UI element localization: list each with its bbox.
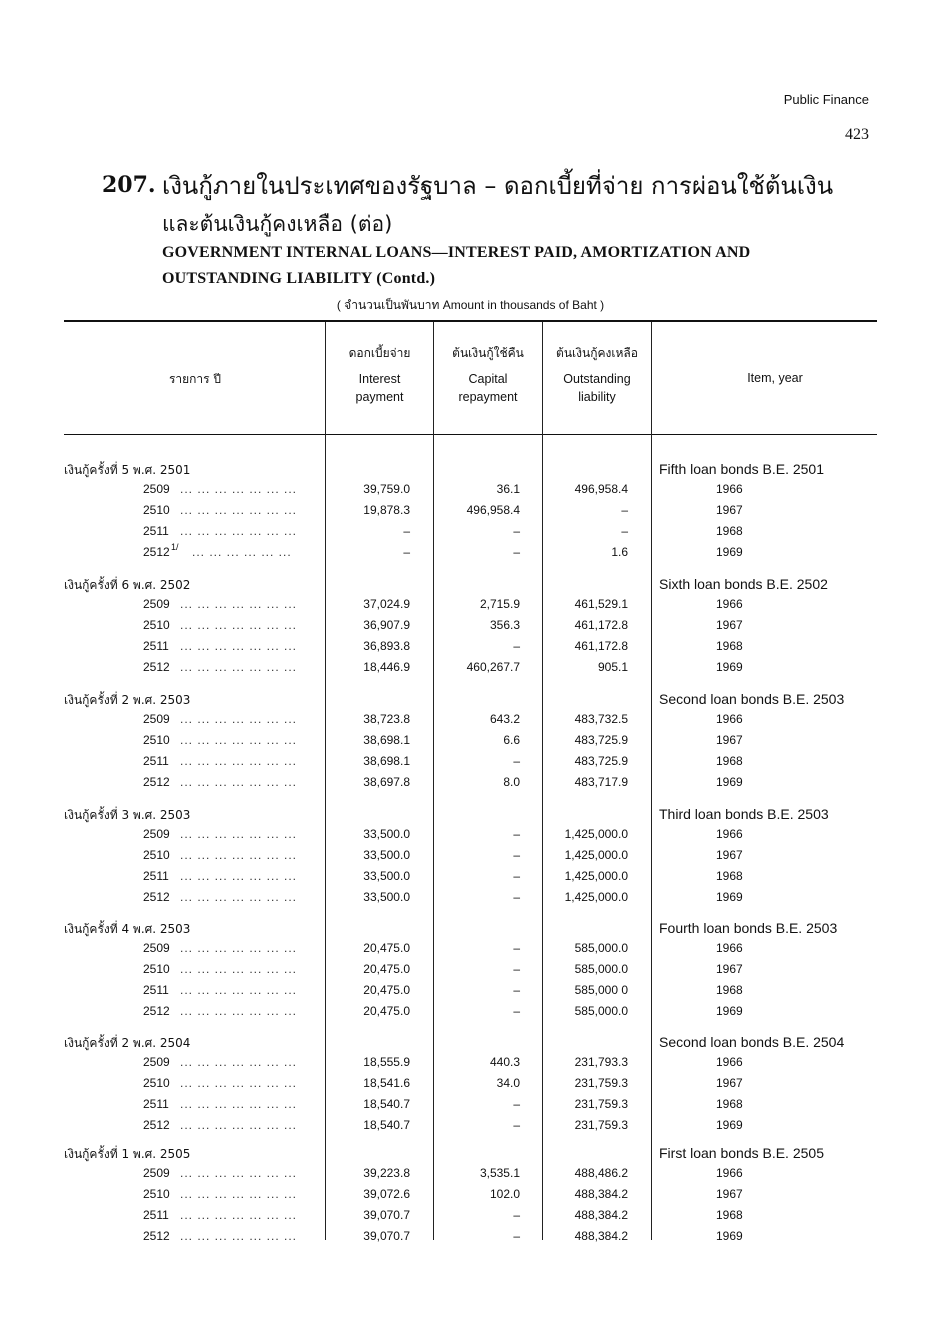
group-label-english: Second loan bonds B.E. 2503 [659, 691, 845, 707]
table-row [0, 660, 941, 681]
year-english-cell: 1968 [716, 754, 743, 768]
table-row [0, 712, 941, 733]
year-english-cell: 1968 [716, 983, 743, 997]
interest-cell: 37,024.9 [363, 597, 410, 611]
table-row [0, 983, 941, 1004]
leader-dots: ... ... ... ... ... ... [192, 545, 292, 559]
capital-cell: 6.6 [503, 733, 520, 747]
year-thai-cell: 2510 [143, 1187, 170, 1201]
year-english-cell: 1969 [716, 1118, 743, 1132]
year-english-cell: 1967 [716, 1187, 743, 1201]
outstanding-cell: 488,486.2 [574, 1166, 628, 1180]
interest-cell: 39,072.6 [363, 1187, 410, 1201]
leader-dots: ... ... ... ... ... ... ... [180, 890, 298, 904]
capital-cell: – [513, 1004, 520, 1018]
column-header-item-thai: รายการ ปี [168, 372, 222, 386]
interest-cell: 33,500.0 [363, 890, 410, 904]
outstanding-cell: 585,000.0 [574, 962, 628, 976]
year-thai-cell: 2511 [143, 754, 169, 768]
year-english-cell: 1968 [716, 1097, 743, 1111]
group-header-row [0, 461, 941, 482]
capital-cell: – [513, 827, 520, 841]
column-header-capital-thai: ต้นเงินกู้ใช้คืน [452, 346, 524, 360]
year-english-cell: 1966 [716, 1055, 743, 1069]
table-row [0, 618, 941, 639]
year-thai-cell: 2509 [143, 1055, 170, 1069]
leader-dots: ... ... ... ... ... ... ... [180, 941, 298, 955]
column-header-capital-en-1: Capital [468, 372, 508, 386]
group-label-thai: เงินกู้ครั้งที่ 4 พ.ศ. 2503 [64, 922, 191, 936]
table-row [0, 1004, 941, 1025]
year-thai-cell: 2510 [143, 962, 170, 976]
interest-cell: 33,500.0 [363, 827, 410, 841]
leader-dots: ... ... ... ... ... ... ... [180, 848, 298, 862]
capital-cell: 3,535.1 [479, 1166, 520, 1180]
interest-cell: 19,878.3 [363, 503, 410, 517]
group-header-row [0, 806, 941, 827]
outstanding-cell: 905.1 [597, 660, 628, 674]
interest-cell: 38,698.1 [363, 754, 410, 768]
year-thai-cell: 2512 [143, 545, 170, 559]
group-label-english: Sixth loan bonds B.E. 2502 [659, 576, 828, 592]
column-header-outstanding-thai: ต้นเงินกู้คงเหลือ [556, 346, 638, 360]
page-number: 423 [845, 126, 869, 143]
capital-cell: – [513, 545, 520, 559]
outstanding-cell: 488,384.2 [574, 1187, 628, 1201]
group-label-english: Fourth loan bonds B.E. 2503 [659, 920, 838, 936]
table-row [0, 848, 941, 869]
year-english-cell: 1969 [716, 890, 743, 904]
year-english-cell: 1966 [716, 597, 743, 611]
year-thai-cell: 2512 [143, 1118, 170, 1132]
year-english-cell: 1968 [716, 869, 743, 883]
year-thai-cell: 2512 [143, 1004, 170, 1018]
table-number: 207. [102, 172, 156, 198]
capital-cell: – [513, 1097, 520, 1111]
interest-cell: 33,500.0 [363, 848, 410, 862]
table-row [0, 1055, 941, 1076]
year-thai-cell: 2510 [143, 733, 170, 747]
year-english-cell: 1966 [716, 827, 743, 841]
outstanding-cell: 1,425,000.0 [564, 869, 628, 883]
leader-dots: ... ... ... ... ... ... ... [180, 1076, 298, 1090]
year-thai-cell: 2512 [143, 890, 170, 904]
leader-dots: ... ... ... ... ... ... ... [180, 482, 298, 496]
year-english-cell: 1968 [716, 1208, 743, 1222]
interest-cell: – [403, 545, 410, 559]
capital-cell: 34.0 [496, 1076, 520, 1090]
capital-cell: 2,715.9 [479, 597, 520, 611]
leader-dots: ... ... ... ... ... ... ... [180, 503, 298, 517]
table-row [0, 542, 941, 566]
year-thai-cell: 2512 [143, 775, 170, 789]
table-row [0, 482, 941, 503]
leader-dots: ... ... ... ... ... ... ... [180, 660, 298, 674]
capital-cell: 496,958.4 [466, 503, 520, 517]
year-english-cell: 1967 [716, 733, 743, 747]
leader-dots: ... ... ... ... ... ... ... [180, 524, 298, 538]
year-thai-cell: 2511 [143, 1208, 169, 1222]
year-thai-cell: 2509 [143, 712, 170, 726]
leader-dots: ... ... ... ... ... ... ... [180, 1118, 298, 1132]
capital-cell: – [513, 962, 520, 976]
year-thai-cell: 2509 [143, 597, 170, 611]
capital-cell: – [513, 890, 520, 904]
capital-cell: 440.3 [489, 1055, 520, 1069]
outstanding-cell: – [621, 503, 628, 517]
group-header-row [0, 1034, 941, 1055]
group-header-row [0, 920, 941, 941]
group-label-thai: เงินกู้ครั้งที่ 6 พ.ศ. 2502 [64, 578, 191, 592]
year-thai-cell: 2512 [143, 660, 170, 674]
table-row [0, 1097, 941, 1118]
year-english-cell: 1966 [716, 941, 743, 955]
outstanding-cell: 1.6 [611, 545, 628, 559]
unit-note: ( จำนวนเป็นพันบาท Amount in thousands of Baht ) [336, 298, 605, 312]
leader-dots: ... ... ... ... ... ... ... [180, 775, 298, 789]
capital-cell: – [513, 848, 520, 862]
leader-dots: ... ... ... ... ... ... ... [180, 983, 298, 997]
interest-cell: 18,446.9 [363, 660, 410, 674]
outstanding-cell: 585,000.0 [574, 1004, 628, 1018]
year-english-cell: 1969 [716, 775, 743, 789]
interest-cell: 39,223.8 [363, 1166, 410, 1180]
year-english-cell: 1969 [716, 660, 743, 674]
leader-dots: ... ... ... ... ... ... ... [180, 1166, 298, 1180]
year-english-cell: 1967 [716, 503, 743, 517]
interest-cell: 20,475.0 [363, 1004, 410, 1018]
running-header: Public Finance [783, 92, 869, 107]
outstanding-cell: 461,172.8 [574, 618, 628, 632]
year-english-cell: 1968 [716, 639, 743, 653]
table-row [0, 524, 941, 545]
year-thai-cell: 2511 [143, 869, 169, 883]
group-header-row [0, 576, 941, 597]
interest-cell: 36,893.8 [363, 639, 410, 653]
table-row [0, 1229, 941, 1250]
table-row [0, 1118, 941, 1139]
group-header-row [0, 691, 941, 712]
leader-dots: ... ... ... ... ... ... ... [180, 1229, 298, 1243]
year-thai-cell: 2512 [143, 1229, 170, 1243]
year-english-cell: 1969 [716, 1229, 743, 1243]
interest-cell: 18,540.7 [363, 1118, 410, 1132]
column-header-outstanding-en-2: liability [578, 390, 616, 404]
leader-dots: ... ... ... ... ... ... ... [180, 1004, 298, 1018]
title-english-line1: GOVERNMENT INTERNAL LOANS—INTEREST PAID, AMORTIZATION AND [162, 244, 751, 261]
table-row [0, 869, 941, 890]
year-thai-cell: 2511 [143, 524, 169, 538]
table-row [0, 639, 941, 660]
title-english-line2: OUTSTANDING LIABILITY (Contd.) [162, 270, 436, 287]
capital-cell: 460,267.7 [466, 660, 520, 674]
outstanding-cell: – [621, 524, 628, 538]
interest-cell: 38,723.8 [363, 712, 410, 726]
capital-cell: – [513, 1208, 520, 1222]
interest-cell: 20,475.0 [363, 941, 410, 955]
capital-cell: – [513, 941, 520, 955]
title-thai-line1: เงินกู้ภายในประเทศของรัฐบาล – ดอกเบี้ยที่จ่าย การผ่อนใช้ต้นเงิน [162, 172, 834, 200]
outstanding-cell: 483,725.9 [574, 754, 628, 768]
outstanding-cell: 1,425,000.0 [564, 890, 628, 904]
year-thai-cell: 2511 [143, 639, 169, 653]
table-row [0, 775, 941, 796]
year-english-cell: 1966 [716, 482, 743, 496]
table-row [0, 1208, 941, 1229]
capital-cell: – [513, 983, 520, 997]
capital-cell: – [513, 524, 520, 538]
year-english-cell: 1966 [716, 1166, 743, 1180]
leader-dots: ... ... ... ... ... ... ... [180, 754, 298, 768]
year-thai-cell: 2511 [143, 1097, 169, 1111]
column-header-capital-en-2: repayment [458, 390, 518, 404]
table-header-rule [64, 434, 877, 435]
year-english-cell: 1967 [716, 962, 743, 976]
year-thai-cell: 2509 [143, 1166, 170, 1180]
outstanding-cell: 231,759.3 [574, 1097, 628, 1111]
column-header-interest [326, 344, 433, 406]
column-header-interest-thai: ดอกเบี้ยจ่าย [348, 346, 411, 360]
group-label-thai: เงินกู้ครั้งที่ 2 พ.ศ. 2503 [64, 693, 191, 707]
column-header-interest-en-1: Interest [358, 372, 401, 386]
capital-cell: 36.1 [496, 482, 520, 496]
year-thai-cell: 2509 [143, 482, 170, 496]
column-header-capital [434, 344, 542, 406]
interest-cell: 39,070.7 [363, 1229, 410, 1243]
outstanding-cell: 585,000 0 [574, 983, 628, 997]
column-header-outstanding-en-1: Outstanding [563, 372, 631, 386]
year-thai-cell: 2509 [143, 941, 170, 955]
leader-dots: ... ... ... ... ... ... ... [180, 827, 298, 841]
outstanding-cell: 488,384.2 [574, 1229, 628, 1243]
outstanding-cell: 1,425,000.0 [564, 827, 628, 841]
outstanding-cell: 483,732.5 [574, 712, 628, 726]
table-row [0, 1166, 941, 1187]
capital-cell: – [513, 869, 520, 883]
group-label-english: Fifth loan bonds B.E. 2501 [659, 461, 824, 477]
year-english-cell: 1967 [716, 848, 743, 862]
year-english-cell: 1969 [716, 1004, 743, 1018]
table-row [0, 733, 941, 754]
year-thai-cell: 2509 [143, 827, 170, 841]
leader-dots: ... ... ... ... ... ... ... [180, 869, 298, 883]
interest-cell: 38,697.8 [363, 775, 410, 789]
interest-cell: 20,475.0 [363, 962, 410, 976]
leader-dots: ... ... ... ... ... ... ... [180, 597, 298, 611]
year-thai-cell: 2510 [143, 618, 170, 632]
table-row [0, 941, 941, 962]
capital-cell: 102.0 [489, 1187, 520, 1201]
outstanding-cell: 1,425,000.0 [564, 848, 628, 862]
table-row [0, 597, 941, 618]
table-row [0, 1076, 941, 1097]
interest-cell: 18,555.9 [363, 1055, 410, 1069]
table-row [0, 827, 941, 848]
capital-cell: – [513, 1118, 520, 1132]
year-thai-cell: 2511 [143, 983, 169, 997]
outstanding-cell: 483,725.9 [574, 733, 628, 747]
interest-cell: 18,540.7 [363, 1097, 410, 1111]
year-english-cell: 1966 [716, 712, 743, 726]
year-thai-cell: 2510 [143, 503, 170, 517]
title-thai-line2: และต้นเงินกู้คงเหลือ (ต่อ) [162, 212, 393, 236]
leader-dots: ... ... ... ... ... ... ... [180, 733, 298, 747]
outstanding-cell: 585,000.0 [574, 941, 628, 955]
capital-cell: – [513, 754, 520, 768]
group-label-english: First loan bonds B.E. 2505 [659, 1145, 824, 1161]
capital-cell: 8.0 [503, 775, 520, 789]
outstanding-cell: 496,958.4 [574, 482, 628, 496]
group-label-thai: เงินกู้ครั้งที่ 5 พ.ศ. 2501 [64, 463, 191, 477]
outstanding-cell: 461,172.8 [574, 639, 628, 653]
leader-dots: ... ... ... ... ... ... ... [180, 1187, 298, 1201]
interest-cell: 36,907.9 [363, 618, 410, 632]
interest-cell: 38,698.1 [363, 733, 410, 747]
group-label-thai: เงินกู้ครั้งที่ 2 พ.ศ. 2504 [64, 1036, 191, 1050]
column-header-outstanding [543, 344, 651, 406]
interest-cell: 20,475.0 [363, 983, 410, 997]
leader-dots: ... ... ... ... ... ... ... [180, 1208, 298, 1222]
leader-dots: ... ... ... ... ... ... ... [180, 618, 298, 632]
interest-cell: – [403, 524, 410, 538]
outstanding-cell: 231,793.3 [574, 1055, 628, 1069]
capital-cell: 356.3 [489, 618, 520, 632]
year-thai-cell: 2510 [143, 1076, 170, 1090]
outstanding-cell: 488,384.2 [574, 1208, 628, 1222]
group-label-english: Third loan bonds B.E. 2503 [659, 806, 829, 822]
column-header-interest-en-2: payment [355, 390, 404, 404]
table-row [0, 503, 941, 524]
leader-dots: ... ... ... ... ... ... ... [180, 1097, 298, 1111]
group-label-thai: เงินกู้ครั้งที่ 3 พ.ศ. 2503 [64, 808, 191, 822]
year-english-cell: 1967 [716, 618, 743, 632]
leader-dots: ... ... ... ... ... ... ... [180, 712, 298, 726]
outstanding-cell: 483,717.9 [574, 775, 628, 789]
column-header-item-english: Item, year [747, 371, 803, 385]
table-row [0, 890, 941, 911]
leader-dots: ... ... ... ... ... ... ... [180, 962, 298, 976]
outstanding-cell: 231,759.3 [574, 1118, 628, 1132]
group-header-row [0, 1145, 941, 1166]
year-thai-cell: 2510 [143, 848, 170, 862]
interest-cell: 39,070.7 [363, 1208, 410, 1222]
table-row [0, 1187, 941, 1208]
capital-cell: – [513, 1229, 520, 1243]
group-label-english: Second loan bonds B.E. 2504 [659, 1034, 845, 1050]
table-row [0, 962, 941, 983]
outstanding-cell: 231,759.3 [574, 1076, 628, 1090]
year-english-cell: 1967 [716, 1076, 743, 1090]
interest-cell: 18,541.6 [363, 1076, 410, 1090]
outstanding-cell: 461,529.1 [574, 597, 628, 611]
capital-cell: – [513, 639, 520, 653]
leader-dots: ... ... ... ... ... ... ... [180, 639, 298, 653]
year-english-cell: 1968 [716, 524, 743, 538]
leader-dots: ... ... ... ... ... ... ... [180, 1055, 298, 1069]
capital-cell: 643.2 [489, 712, 520, 726]
table-top-rule [64, 320, 877, 322]
interest-cell: 39,759.0 [363, 482, 410, 496]
table-row [0, 754, 941, 775]
footnote-marker: 1/ [171, 542, 179, 552]
year-english-cell: 1969 [716, 545, 743, 559]
interest-cell: 33,500.0 [363, 869, 410, 883]
group-label-thai: เงินกู้ครั้งที่ 1 พ.ศ. 2505 [64, 1147, 191, 1161]
